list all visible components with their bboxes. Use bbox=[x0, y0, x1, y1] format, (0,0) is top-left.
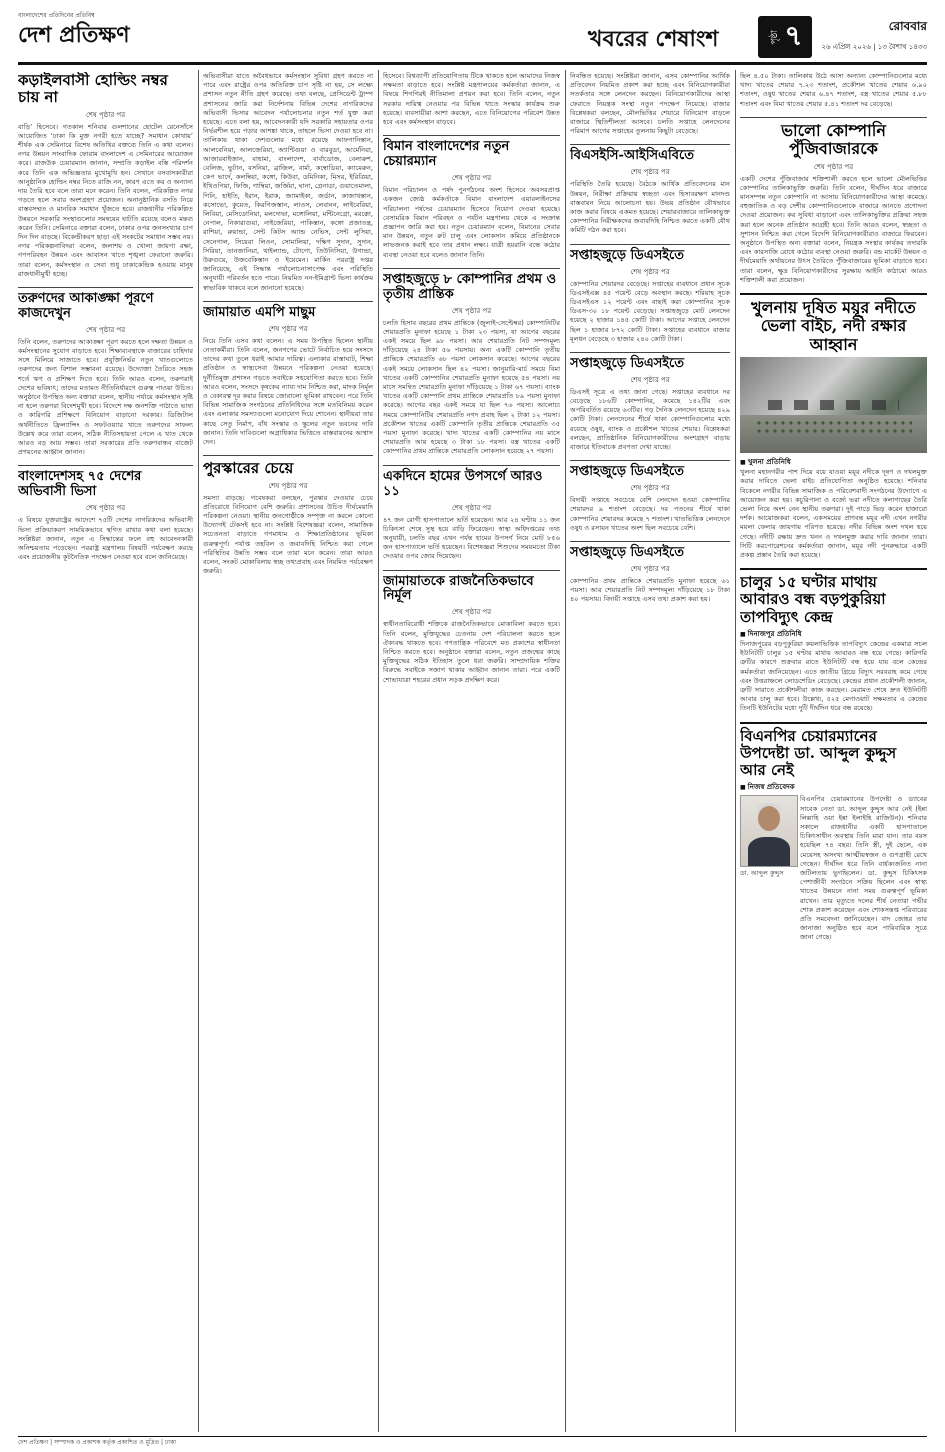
date-block bbox=[818, 18, 927, 52]
story-award bbox=[203, 460, 373, 576]
story-body: নিয়ে তিনি এসব কথা বলেন। এ সময় উপস্থিত ছিলেন স্থানীয় নেতাকর্মীরা। তিনি বলেন, জনগণের ভোটে নির্বাচিত হয়ে সংসদে তাদের কথা তুলে ধরাই আমার দায়িত্ব। এলাকার রাস্তাঘাট, শিক্ষা প্রতিষ্ঠান ও স্বাস্থ্যসেবা উন্নয়নে পরিকল্পনা নেওয়া হয়েছে। দুর্নীতিমুক্ত প্রশাসন গড়তে সবাইকে সহযোগিতা করতে হবে। তিনি আরও বলেন, সংসদে কৃষকের ন্যায্য দাম নিশ্চিত করা, মাদক নির্মূল ও বেকারত্ব দূর করার বিষয়ে জোরালো ভূমিকা রাখবেন। পরে তিনি বিভিন্ন সামাজিক সংগঠনের প্রতিনিধিদের সঙ্গে মতবিনিময় করেন এবং এলাকার সমস্যাগুলো মনোযোগ দিয়ে শোনেন। স্থানীয়রা তার কাছে সেতু নির্মাণ, বাঁধ সংস্কার ও স্কুলের নতুন ভবনের দাবি জানান। তিনি দাবিগুলো অগ্রাধিকার ভিত্তিতে বাস্তবায়নের আশ্বাস দেন। bbox=[203, 336, 373, 447]
story-body: এ বিষয়ে যুক্তরাষ্ট্রের আদেশে ৭৫টি দেশের নাগরিকদের অভিবাসী ভিসা প্রক্রিয়াকরণ সাময়িকভাবে স্থগিত রাখার কথা বলা হয়েছে। সংশ্লিষ্টরা জানান, নতুন এ সিদ্ধান্তের ফলে বহু আবেদনকারী অনিশ্চয়তায় পড়েছেন। পররাষ্ট্র মন্ত্রণালয় বিষয়টি পর্যবেক্ষণ করছে এবং প্রয়োজনীয় কূটনৈতিক পদক্ষেপ নেওয়া হবে বলে জানিয়েছে। bbox=[18, 516, 193, 562]
divider bbox=[570, 144, 730, 145]
byline: শেষ পৃষ্ঠার পর bbox=[451, 174, 492, 183]
story-jamaat-political bbox=[383, 575, 560, 685]
byline: শেষ পৃষ্ঠার পর bbox=[451, 503, 492, 512]
story-body: দিনাজপুরের বড়পুকুরিয়া কয়লাভিত্তিক তাপবিদ্যুৎ কেন্দ্রের একমাত্র সচল ইউনিটটি চালুর ১৫ ঘণ্টার মাথায় আবারও বন্ধ হয়ে গেছে। কারিগরি ত্রুটির কারণে শুক্রবার রাতে ইউনিটটি বন্ধ হয়ে যায় বলে কেন্দ্রের কর্মকর্তারা জানিয়েছেন। এতে জাতীয় গ্রিডে বিদ্যুৎ সরবরাহ কমে গেছে এবং উত্তরাঞ্চলে লোডশেডিং বেড়েছে। কেন্দ্রের প্রধান প্রকৌশলী জানান, ত্রুটি সারাতে প্রকৌশলীরা কাজ করছেন। মেরামত শেষে দ্রুত ইউনিটটি আবার চালু করা হবে। উল্লেখ্য, ৫২৫ মেগাওয়াট সক্ষমতার এ কেন্দ্রের তিনটি ইউনিটের মধ্যে দুটি দীর্ঘদিন ধরে বন্ধ রয়েছে। bbox=[740, 639, 927, 713]
story-company-quarters bbox=[383, 273, 560, 457]
divider bbox=[740, 568, 927, 570]
story-body: ৪৭ জন রোগী হাসপাতালে ভর্তি হয়েছেন। আর ২৪ ঘণ্টায় ১১ জন চিকিৎসা শেষে সুস্থ হয়ে বাড়ি ফিরেছেন। স্বাস্থ্য অধিদপ্তরের তথ্য অনুযায়ী, চলতি বছর এখন পর্যন্ত হামের উপসর্গ নিয়ে মোট ৮৫৬ জন হাসপাতালে ভর্তি হয়েছেন। বিশেষজ্ঞরা শিশুদের সময়মতো টিকা দেওয়ার ওপর জোর দিয়েছেন। bbox=[383, 515, 560, 561]
headline[interactable]: ভালো কোম্পানি পুঁজিবাজারকে bbox=[781, 120, 886, 159]
story-body: স্বাধীনতাবিরোধী শক্তিকে রাজনৈতিকভাবে মোকাবিলা করতে হবে। তিনি বলেন, মুক্তিযুদ্ধের চেতনায় দেশ পরিচালনা করতে হলে ঐক্যবদ্ধ থাকতে হবে। গণতান্ত্রিক পরিবেশে মত প্রকাশের স্বাধীনতা নিশ্চিত করতে হবে। অনুষ্ঠানে বক্তারা বলেন, নতুন প্রজন্মের কাছে মুক্তিযুদ্ধের সঠিক ইতিহাস তুলে ধরা জরুরি। সাম্প্রদায়িক শক্তির বিরুদ্ধে সবাইকে সজাগ থাকার আহ্বান জানান তারা। পরে একটি শোভাযাত্রা শহরের প্রধান সড়ক প্রদক্ষিণ করে। bbox=[383, 620, 560, 684]
story-body: পরিস্থিতি তৈরি হয়েছে। বৈঠকে আর্থিক প্রতিবেদনের মান উন্নয়ন, নিরীক্ষা প্রক্রিয়ায় স্বচ্ছতা এবং হিসাবরক্ষণ মানদণ্ড বাস্তবায়ন নিয়ে আলোচনা হয়। উভয় প্রতিষ্ঠান যৌথভাবে কাজ করার বিষয়ে একমত হয়েছে। শেয়ারবাজারে তালিকাভুক্ত কোম্পানির নিরীক্ষকদের জবাবদিহি নিশ্চিত করতে একটি যৌথ কমিটি গঠন করা হবে। bbox=[570, 180, 730, 235]
reporter-credit: ■ নিজস্ব প্রতিবেদক bbox=[740, 781, 927, 793]
story-jamaat-mp bbox=[203, 306, 373, 447]
divider bbox=[18, 287, 193, 288]
divider bbox=[570, 244, 730, 245]
headline[interactable]: পুরস্কারের চেয়ে bbox=[203, 459, 294, 478]
reporter-credit: ■ দিনাজপুর প্রতিনিধি bbox=[740, 628, 927, 640]
headline[interactable]: কড়াইলবাসী হোল্ডিং নম্বর চায় না bbox=[18, 72, 168, 107]
story-good-companies bbox=[740, 122, 927, 285]
story-body: অভিবাসীরা যাতে অবৈধভাবে কর্মসংস্থান সুবিধা গ্রহণ করতে না পারে এবং রাষ্ট্রের ওপর অতিরিক্ত চাপ সৃষ্টি না হয়, সে লক্ষ্যে প্রশাসন নতুন নীতি গ্রহণ করেছে। তথ্য বলছে, প্রেসিডেন্ট ট্রাম্প প্রশাসনের জারি করা নির্দেশনায় বিভিন্ন দেশের নাগরিকদের অভিবাসী ভিসার আবেদন পর্যালোচনার নতুন শর্ত যুক্ত করা হয়েছে। এতে বলা হয়, আবেদনকারী যদি সরকারি সহায়তার ওপর নির্ভরশীল হয়ে পড়ার আশঙ্কা থাকে, তাহলে ভিসা দেওয়া হবে না। তালিকায় থাকা দেশগুলোর মধ্যে রয়েছে আফগানিস্তান, আলবেনিয়া, আলজেরিয়া, অ্যান্টিগুয়া ও বারবুডা, আর্মেনিয়া, আজারবাইজান, বাহামা, বাংলাদেশ, বার্বাডোজ, বেলারুশ, বেলিজ, ভুটান, বসনিয়া, ব্রাজিল, বার্মা, কম্বোডিয়া, ক্যামেরুন, কেপ ভার্দে, কলম্বিয়া, কঙ্গো, কিউবা, ডমিনিকা, মিসর, ইরিত্রিয়া, ইথিওপিয়া, ফিজি, গাম্বিয়া, জর্জিয়া, ঘানা, গ্রেনাডা, গুয়াতেমালা, গিনি, হাইতি, ইরান, ইরাক, জ্যামাইকা, জর্ডান, কাজাখস্তান, কসোভো, কুয়েত, কিরগিজস্তান, লাওস, লেবানন, লাইবেরিয়া, লিবিয়া, মেসিডোনিয়া, মলদোভা, মঙ্গোলিয়া, মন্টিনেগ্রো, মরক্কো, নেপাল, নিকারাগুয়া, নাইজেরিয়া, পাকিস্তান, কঙ্গো প্রজাতন্ত্র, রাশিয়া, রুয়ান্ডা, সেন্ট কিটস অ্যান্ড নেভিস, সেন্ট লুসিয়া, সেনেগাল, সিয়েরা লিওন, সোমালিয়া, দক্ষিণ সুদান, সুদান, সিরিয়া, তানজানিয়া, থাইল্যান্ড, টোগো, তিউনিসিয়া, উগান্ডা, উরুগুয়ে, উজবেকিস্তান ও ইয়েমেন। মার্কিন পররাষ্ট্র দপ্তর জানিয়েছে, এই সিদ্ধান্ত পর্যালোচনাসাপেক্ষ এবং পরিস্থিতি অনুযায়ী পরিবর্তন হতে পারে। নিয়মিত নন-ইমিগ্রান্ট ভিসা কার্যক্রম স্বাভাবিক থাকবে বলে জানানো হয়েছে। bbox=[203, 72, 373, 292]
story-bsec-icab bbox=[570, 149, 730, 235]
story-body: কোম্পানির শেয়ারদর বেড়েছে। সপ্তাহের ব্যবধানে প্রধান সূচক ডিএসইএক্স ৪৫ পয়েন্ট বেড়ে অবস্থান করছে। শরিয়াহ সূচক ডিএসইএস ১২ পয়েন্ট এবং বাছাই করা কোম্পানির সূচক ডিএস-৩০ ১৮ পয়েন্ট বেড়েছে। সপ্তাহজুড়ে মোট লেনদেন হয়েছে ২ হাজার ১৪৫ কোটি টাকা। আগের সপ্তাহে লেনদেন ছিল ১ হাজার ৮৭২ কোটি টাকা। সপ্তাহের ব্যবধানে বাজার মূলধন বেড়েছে ৩ হাজার ২৪০ কোটি টাকা। bbox=[570, 279, 730, 343]
story-body: নিবন্ধিত হয়েছে। সংশ্লিষ্টরা জানান, এসব কোম্পানির আর্থিক প্রতিবেদন নিয়মিত প্রকাশ করা হচ্ছে এবং বিনিয়োগকারীরা সতর্কতার সঙ্গে লেনদেন করছেন। বিনিয়োগকারীদের আস্থা ফেরাতে নিয়ন্ত্রক সংস্থা নতুন পদক্ষেপ নিয়েছে। বাজার বিশ্লেষকরা বলছেন, মৌলভিত্তির শেয়ারে বিনিয়োগ বাড়লে বাজারে স্থিতিশীলতা আসবে। চলতি সপ্তাহে লেনদেনের পরিমাণ আগের সপ্তাহের তুলনায় কিছুটা বেড়েছে। bbox=[570, 72, 730, 136]
headline[interactable]: চালুর ১৫ ঘণ্টার মাথায় আবারও বন্ধ বড়পুকুরিয়া তাপবিদ্যুৎ কেন্দ্র bbox=[740, 573, 886, 626]
headline[interactable]: জামায়াত এমপি মাছুম bbox=[203, 304, 316, 320]
headline[interactable]: জামায়াতকে রাজনৈতিকভাবে নির্মূল bbox=[383, 573, 534, 604]
byline: শেষ পৃষ্ঠার পর bbox=[630, 484, 670, 493]
column-divider bbox=[735, 70, 736, 1432]
divider bbox=[383, 465, 560, 466]
story-youth bbox=[18, 292, 193, 458]
story-body: খুলনা মহানগরীর পাশ দিয়ে বয়ে যাওয়া ময়ূর নদীকে দূষণ ও দখলমুক্ত করার দাবিতে ভেলা বাইচ প্রতিযোগিতা অনুষ্ঠিত হয়েছে। শনিবার বিকেলে নগরীর বিভিন্ন সামাজিক ও পরিবেশবাদী সংগঠনের উদ্যোগে এ আয়োজন করা হয়। কচুরিপানা ও বর্জ্যে ভরা নদীতে কলাগাছের তৈরি ভেলা নিয়ে অংশ নেন স্থানীয় তরুণরা। দুই পাড়ে ভিড় করেন হাজারো দর্শক। আয়োজকরা বলেন, একসময়ের প্রাণবন্ত ময়ূর নদী এখন নগরীর ময়লা ফেলার জায়গায় পরিণত হয়েছে। নদীর বিভিন্ন অংশ দখল হয়ে গেছে। নদীটি রক্ষায় দ্রুত খনন ও দখলমুক্ত করার দাবি জানান তারা। সিটি করপোরেশনের কর্মকর্তারা জানান, ময়ূর নদী পুনরুদ্ধারে একটি প্রকল্প প্রস্তাব তৈরি করা হয়েছে। bbox=[740, 468, 927, 560]
headline[interactable]: একদিনে হামের উপসর্গে আরও ১১ bbox=[383, 468, 543, 499]
reporter-credit: ■ খুলনা প্রতিনিধি bbox=[740, 456, 927, 468]
column-4 bbox=[570, 72, 730, 1432]
story-measles bbox=[383, 470, 560, 562]
page-label: পৃষ্ঠা bbox=[770, 29, 781, 45]
byline: শেষ পৃষ্ঠার পর bbox=[85, 110, 126, 119]
byline: শেষ পৃষ্ঠার পর bbox=[451, 608, 492, 617]
column-divider bbox=[198, 70, 199, 1432]
story-body: ছিল ৪.৫০ টাকা। তালিকায় উঠে আসা অন্যান্য কোম্পানিগুলোর মধ্যে খাদ্য খাতের শেয়ার ৭.২৩ শতাংশ, প্রকৌশল খাতের শেয়ার ৬.৯০ শতাংশ, ওষুধ খাতের শেয়ার ৬.৪৭ শতাংশ, বস্ত্র খাতের শেয়ার ৫.৮৮ শতাংশ এবং বিমা খাতের শেয়ার ৫.৪১ শতাংশ দর বেড়েছে। bbox=[740, 72, 927, 108]
story-barapukuria bbox=[740, 574, 927, 713]
headline[interactable]: বিএনপির চেয়ারম্যানের উপদেষ্টা ডা. আব্দুল কুদ্দুস আর নেই bbox=[740, 726, 897, 780]
portrait-face bbox=[758, 806, 780, 831]
byline: শেষ পৃষ্ঠার পর bbox=[813, 162, 854, 171]
date-string: ২৬ এপ্রিল ২০২৬ | ১৩ বৈশাখ ১৪৩৩ bbox=[821, 43, 927, 51]
story-dse-3 bbox=[570, 465, 730, 533]
divider bbox=[18, 465, 193, 466]
story-body: বাড়ি’ হিসেবে। গতকাল শনিবার গুলশানের হোটেল রেনেসাঁসে আয়োজিত ‘ঢাকা কি মুক্ত নগরী হতে যাচ্ছে? সমাধান কোথায়’ শীর্ষক এক সেমিনারে বিশেষ অতিথির বক্তব্যে তিনি এ কথা বলেন। নগর উন্নয়ন সাংবাদিক ফোরাম বাংলাদেশ এ সেমিনারের আয়োজন করে। রাজউক চেয়ারম্যান জানান, সম্প্রতি কড়াইল বস্তি পরিদর্শন করে তিনি এক অভিজ্ঞতার মুখোমুখি হন। সেখানে বসবাসকারীরা আনুষ্ঠানিক হোল্ডিং নম্বর নিতে রাজি নন, কারণ এতে কর ও অন্যান্য দায় তৈরি হবে বলে তারা মনে করেন। তিনি বলেন, পরিকল্পিত নগর গড়তে হলে সবার অংশগ্রহণ প্রয়োজন। অনানুষ্ঠানিক বসতি নিয়ে বাস্তবসম্মত ও মানবিক সমাধান খুঁজতে হবে। রাজধানীর পরিকল্পিত উন্নয়নে সরকারি সংস্থাগুলোর সমন্বয়ের ঘাটতি রয়েছে বলেও মন্তব্য করেন তিনি। সেমিনারে বক্তারা বলেন, ঢাকার ওপর জনসংখ্যার চাপ দিন দিন বাড়ছে। বিকেন্দ্রীকরণ ছাড়া এই সংকটের সমাধান সম্ভব নয়। নগর পরিকল্পনাবিদরা বলেন, জলাশয় ও খোলা জায়গা রক্ষা, গণপরিবহন উন্নয়ন এবং আবাসন খাতে শৃঙ্খলা ফেরানো জরুরি। তারা বলেন, কর্মসংস্থান ও সেবা শুধু ঢাকাকেন্দ্রিক হওয়ায় মানুষ রাজধানীমুখী হচ্ছে। bbox=[18, 122, 193, 278]
story-body: হিসেবে। বিশ্বব্যাপী প্রতিযোগিতায় টিকে থাকতে হলে আমাদের নিজস্ব সক্ষমতা বাড়াতে হবে। সংশ্লিষ্ট মন্ত্রণালয়ের কর্মকর্তারা জানান, এ বিষয়ে শিগগিরই নীতিমালা প্রণয়ন করা হবে। তিনি বলেন, নতুন সরকার দায়িত্ব নেওয়ার পর বিভিন্ন খাতে সংস্কার কার্যক্রম শুরু হয়েছে। ব্যবসায়ীরা আশা করছেন, এতে বিনিয়োগের পরিবেশ উন্নত হবে এবং কর্মসংস্থান বাড়বে। bbox=[383, 72, 560, 127]
portrait-wrap bbox=[740, 795, 796, 942]
story-market-continued bbox=[570, 72, 730, 136]
day-name: রোববার bbox=[888, 19, 927, 33]
headline[interactable]: বিমান বাংলাদেশের নতুন চেয়ারম্যান bbox=[383, 139, 510, 170]
raft-race bbox=[768, 400, 899, 410]
story-khulna-river bbox=[740, 299, 927, 560]
byline: শেষ পৃষ্ঠার পর bbox=[630, 375, 670, 384]
story-dse-1 bbox=[570, 249, 730, 344]
headline[interactable]: সপ্তাহজুড়ে ডিএসইতে bbox=[570, 355, 685, 371]
masthead-left bbox=[18, 12, 278, 60]
divider bbox=[383, 268, 560, 269]
story-body: বিএনপির চেয়ারম্যানের উপদেষ্টা ও ড্যাবের সাবেক নেতা ডা. আব্দুল কুদ্দুস আর নেই (ইন্না লিল্লাহি ওয়া ইন্না ইলাইহি রাজিউন)। শনিবার সকালে রাজধানীর একটি হাসপাতালে চিকিৎসাধীন অবস্থায় তিনি মারা যান। তার বয়স হয়েছিল ৭৪ বছর। তিনি স্ত্রী, দুই ছেলে, এক মেয়েসহ অসংখ্য আত্মীয়স্বজন ও গুণগ্রাহী রেখে গেছেন। দীর্ঘদিন ধরে তিনি বার্ধক্যজনিত নানা জটিলতায় ভুগছিলেন। ডা. কুদ্দুস চিকিৎসক পেশাজীবী সংগঠনে সক্রিয় ছিলেন এবং স্বাস্থ্য খাতের উন্নয়নে নানা সময় গুরুত্বপূর্ণ ভূমিকা রাখেন। তার মৃত্যুতে দলের শীর্ষ নেতারা গভীর শোক প্রকাশ করেছেন এবং শোকসন্তপ্ত পরিবারের প্রতি সমবেদনা জানিয়েছেন। বাদ জোহর তার জানাজা অনুষ্ঠিত হবে বলে পারিবারিক সূত্রে জানা গেছে। bbox=[800, 795, 927, 942]
page-number-box bbox=[758, 16, 812, 58]
story-body: বিমান পরিচালন ও পর্ষদ পুনর্গঠনের অংশ হিসেবে অবসরপ্রাপ্ত একজন জ্যেষ্ঠ কর্মকর্তাকে বিমান বাংলাদেশ এয়ারলাইনসের পরিচালনা পর্ষদের চেয়ারম্যান হিসেবে নিয়োগ দেওয়া হয়েছে। বেসামরিক বিমান পরিবহন ও পর্যটন মন্ত্রণালয় থেকে এ সংক্রান্ত প্রজ্ঞাপন জারি করা হয়। নতুন চেয়ারম্যান বলেন, বিমানের সেবার মান উন্নয়ন, নতুন রুট চালু এবং লোকসান কমিয়ে প্রতিষ্ঠানকে লাভজনক করাই হবে তার প্রধান লক্ষ্য। যাত্রী হয়রানি বন্ধে কঠোর ব্যবস্থা নেওয়া হবে বলেও জানান তিনি। bbox=[383, 186, 560, 259]
headline[interactable]: সপ্তাহজুড়ে ডিএসইতে bbox=[570, 247, 685, 263]
divider bbox=[570, 460, 730, 461]
story-visa-continued bbox=[203, 72, 373, 293]
headline[interactable]: সপ্তাহজুড়ে ডিএসইতে bbox=[570, 464, 685, 480]
section-title: খবরের শেষাংশ bbox=[588, 26, 719, 52]
byline: শেষ পৃষ্ঠার পর bbox=[451, 306, 492, 315]
story-body: একটি দেশের পুঁজিবাজার শক্তিশালী করতে হলে ভালো মৌলভিত্তির কোম্পানির তালিকাভুক্তি জরুরি। তিনি বলেন, দীর্ঘদিন ধরে বাজারে মানসম্পন্ন নতুন কোম্পানি না আসায় বিনিয়োগকারীদের আস্থা কমেছে। বহুজাতিক ও বড় দেশীয় কোম্পানিগুলোকে বাজারে আনতে প্রণোদনা দেওয়া প্রয়োজন। কর সুবিধা বাড়ানো এবং তালিকাভুক্তির প্রক্রিয়া সহজ করা হলে অনেক প্রতিষ্ঠান আগ্রহী হবে। তিনি আরও বলেন, স্বচ্ছতা ও সুশাসন নিশ্চিত করা গেলে বিদেশি বিনিয়োগকারীরাও বাজারে ফিরবেন। অনুষ্ঠানে উপস্থিত অন্য বক্তারা বলেন, নিয়ন্ত্রক সংস্থার কার্যকর তদারকি এবং কারসাজি রোধে কঠোর ব্যবস্থা নেওয়া জরুরি। বন্ড মার্কেট উন্নয়ন ও দীর্ঘমেয়াদি অর্থায়নের উৎস তৈরিতে পুঁজিবাজারের ভূমিকা বাড়াতে হবে। তারা বলেন, ক্ষুদ্র বিনিয়োগকারীদের সুরক্ষায় আইনি কাঠামো আরও শক্তিশালী করা প্রয়োজন। bbox=[740, 174, 927, 284]
byline: শেষ পৃষ্ঠার পর bbox=[630, 564, 670, 573]
river-photo bbox=[740, 357, 927, 453]
photo-caption: ডা. আব্দুল কুদ্দুস bbox=[740, 869, 784, 878]
divider bbox=[740, 722, 927, 724]
story-body: কোম্পানির প্রথম প্রান্তিকে শেয়ারপ্রতি মুনাফা হয়েছে ৬১ পয়সা। আর শেয়ারপ্রতি নিট সম্পদমূল্য দাঁড়িয়েছে ১৮ টাকা ৪০ পয়সায়। বিদায়ী সপ্তাহে এসব তথ্য প্রকাশ করা হয়। bbox=[570, 576, 730, 604]
slogan: বাংলাদেশের প্রতিদিনের প্রতিবিম্ব bbox=[18, 12, 95, 19]
story-karail bbox=[18, 72, 193, 279]
headline[interactable]: তরুণদের আকাঙ্ক্ষা পূরণে কাজদেখুন bbox=[18, 290, 154, 321]
headline[interactable]: সপ্তাহজুড়ে ডিএসইতে bbox=[570, 545, 685, 561]
divider bbox=[203, 301, 373, 302]
headline[interactable]: সপ্তাহজুড়ে ৮ কোম্পানির প্রথম ও তৃতীয় প্রান্তিক bbox=[383, 271, 557, 302]
story-body: চলতি হিসাব বছরের প্রথম প্রান্তিকে (জুলাই-সেপ্টেম্বর) কোম্পানিটির শেয়ারপ্রতি মুনাফা হয়েছে ১ টাকা ২৩ পয়সা, যা আগের বছরের একই সময়ে ছিল ৯৮ পয়সা। আর শেয়ারপ্রতি নিট সম্পদমূল্য দাঁড়িয়েছে ২৪ টাকা ৫৬ পয়সায়। অন্য একটি কোম্পানি তৃতীয় প্রান্তিকে শেয়ারপ্রতি ৬৮ পয়সা লোকসান করেছে। আগের বছরের একই সময়ে লোকসান ছিল ৪২ পয়সা। জানুয়ারি-মার্চ সময়ে বিমা খাতের একটি কোম্পানির শেয়ারপ্রতি মুনাফা হয়েছে ৫৪ পয়সা। নয় মাসে সমন্বিত শেয়ারপ্রতি মুনাফা দাঁড়িয়েছে ১ টাকা ৬৭ পয়সা। ব্যাংক খাতের একটি কোম্পানি প্রথম প্রান্তিকে শেয়ারপ্রতি ৮৯ পয়সা মুনাফা করেছে। আগের বছর একই সময়ে যা ছিল ৭৬ পয়সা। আলোচ্য সময়ে কোম্পানিটির শেয়ারপ্রতি নগদ প্রবাহ ছিল ২ টাকা ১২ পয়সা। প্রকৌশল খাতের একটি কোম্পানি তৃতীয় প্রান্তিকে শেয়ারপ্রতি ৩৫ পয়সা মুনাফা করেছে। খাদ্য খাতের একটি কোম্পানির নয় মাসে শেয়ারপ্রতি আয় হয়েছে ৩ টাকা ১৮ পয়সা। বস্ত্র খাতের একটি কোম্পানির প্রথম প্রান্তিকে শেয়ারপ্রতি লোকসান হয়েছে ২৭ পয়সা। bbox=[383, 318, 560, 456]
column-divider bbox=[565, 70, 566, 1432]
column-5 bbox=[740, 72, 927, 1432]
masthead bbox=[18, 12, 927, 65]
divider bbox=[203, 455, 373, 456]
column-divider bbox=[378, 70, 379, 1432]
column-3 bbox=[383, 72, 560, 1432]
newspaper-logo[interactable]: দেশ প্রতিক্ষণ bbox=[18, 22, 130, 48]
byline: শেষ পৃষ্ঠার পর bbox=[630, 267, 670, 276]
headline[interactable]: বিএসইসি-আইসিএবিতে bbox=[570, 148, 694, 164]
divider bbox=[570, 541, 730, 542]
divider bbox=[740, 117, 927, 118]
byline: শেষ পৃষ্ঠার পর bbox=[85, 325, 126, 334]
column-1 bbox=[18, 72, 193, 1432]
byline: শেষ পৃষ্ঠার পর bbox=[268, 324, 308, 333]
divider bbox=[383, 135, 560, 136]
obituary-body-wrap bbox=[740, 795, 927, 942]
divider bbox=[383, 570, 560, 571]
divider bbox=[740, 293, 927, 295]
story-dse-4 bbox=[570, 546, 730, 605]
story-biman-chairman bbox=[383, 140, 560, 260]
byline: শেষ পৃষ্ঠার পর bbox=[85, 504, 126, 513]
divider bbox=[570, 352, 730, 353]
story-body: ডিএসই সূত্রে এ তথ্য জানা গেছে। সপ্তাহের ব্যবধানে দর বেড়েছে ১৮৬টি কোম্পানির, কমেছে ১৪২টির এবং অপরিবর্তিত রয়েছে ৬৩টির। গড় দৈনিক লেনদেন হয়েছে ৪২৯ কোটি টাকা। লেনদেনের শীর্ষে থাকা কোম্পানিগুলোর মধ্যে রয়েছে ওষুধ, ব্যাংক ও প্রকৌশল খাতের শেয়ার। বিশ্লেষকরা বলছেন, প্রাতিষ্ঠানিক বিনিয়োগকারীদের অংশগ্রহণ বাড়ায় বাজারে ইতিবাচক প্রবণতা দেখা যাচ্ছে। bbox=[570, 387, 730, 452]
story-dse-2 bbox=[570, 357, 730, 452]
byline: শেষ পৃষ্ঠার পর bbox=[268, 481, 308, 490]
story-body: বিদায়ী সপ্তাহে সবচেয়ে বেশি লেনদেন হওয়া কোম্পানির শেয়ারদর ৯ শতাংশ বেড়েছে। দর পতনের শীর্ষে থাকা কোম্পানির শেয়ারদর কমেছে ৭ শতাংশ। খাতভিত্তিক লেনদেনে ওষুধ ও রসায়ন খাতের অংশ ছিল সবচেয়ে বেশি। bbox=[570, 496, 730, 532]
portrait-coat bbox=[748, 837, 791, 866]
story-intro-continued bbox=[383, 72, 560, 127]
story-body: তিনি বলেন, তরুণদের আকাঙ্ক্ষা পূরণ করতে হলে দক্ষতা উন্নয়ন ও কর্মসংস্থানের সুযোগ বাড়াতে হবে। শিক্ষাব্যবস্থাকে বাজারের চাহিদার সঙ্গে মিলিয়ে সাজাতে হবে। প্রযুক্তিনির্ভর নতুন খাতগুলোতে তরুণদের জন্য বিশাল সম্ভাবনা রয়েছে। উদ্যোক্তা তৈরিতে সহজ শর্তে ঋণ ও প্রশিক্ষণ দিতে হবে। তিনি আরও বলেন, তরুণরাই দেশের ভবিষ্যৎ; তাদের মতামত নীতিনির্ধারণে গুরুত্ব পাওয়া উচিত। অনুষ্ঠানে উপস্থিত অন্য বক্তারা বলেন, স্থানীয় পর্যায়ে কর্মসংস্থান সৃষ্টি না হলে তরুণরা বিদেশমুখী হবে। বিদেশে দক্ষ জনশক্তি পাঠাতে ভাষা ও কারিগরি প্রশিক্ষণে বিনিয়োগ বাড়ানো দরকার। ডিজিটাল অর্থনীতিতে ফ্রিল্যান্সিং ও সফটওয়্যার খাতে তরুণদের সাফল্য উল্লেখ করে তারা বলেন, সঠিক নীতিসহায়তা পেলে এ খাত থেকে আরও বড় আয় সম্ভব। তারা সরকারের প্রতি তরুণবান্ধব বাজেট প্রণয়নের আহ্বান জানান। bbox=[18, 337, 193, 457]
story-body: সমস্যা বাড়ছে। গবেষকরা বলছেন, পুরস্কার দেওয়ার চেয়ে প্রতিরোধে বিনিয়োগ বেশি জরুরি। প্রশাসনের উচিত দীর্ঘমেয়াদি পরিকল্পনা নেওয়া। স্থানীয় জনগোষ্ঠীকে সম্পৃক্ত না করলে কোনো উদ্যোগই টেকসই হবে না। সংশ্লিষ্ট বিশেষজ্ঞরা বলেন, সামাজিক সচেতনতা বাড়াতে গণমাধ্যম ও শিক্ষাপ্রতিষ্ঠানের ভূমিকা গুরুত্বপূর্ণ। পর্যাপ্ত তহবিল ও জবাবদিহি নিশ্চিত করা গেলে পরিস্থিতির উন্নতি সম্ভব বলে তারা মনে করেন। তারা আরও বলেন, সংকট মোকাবিলায় স্বচ্ছ তথ্যপ্রবাহ এবং নিয়মিত পর্যবেক্ষণ জরুরি। bbox=[203, 493, 373, 576]
story-obituary bbox=[740, 728, 927, 943]
water-hyacinth bbox=[755, 419, 912, 436]
story-visa bbox=[18, 470, 193, 562]
story-gainers-continued bbox=[740, 72, 927, 109]
headline[interactable]: বাংলাদেশসহ ৭৫ দেশের অভিবাসী ভিসা bbox=[18, 469, 142, 500]
headline[interactable]: খুলনায় দূষিত ময়ূর নদীতে ভেলা বাইচ, নদী রক্ষার আহ্বান bbox=[751, 298, 916, 354]
page-number: ৭ bbox=[784, 18, 803, 52]
column-2 bbox=[203, 72, 373, 1432]
byline: শেষ পৃষ্ঠার পর bbox=[630, 168, 670, 177]
footer: দেশ প্রতিক্ষণ | সম্পাদক ও প্রকাশক কর্তৃক প্রকাশিত ও মুদ্রিত | ঢাকা bbox=[18, 1436, 927, 1449]
portrait-photo bbox=[740, 795, 798, 867]
